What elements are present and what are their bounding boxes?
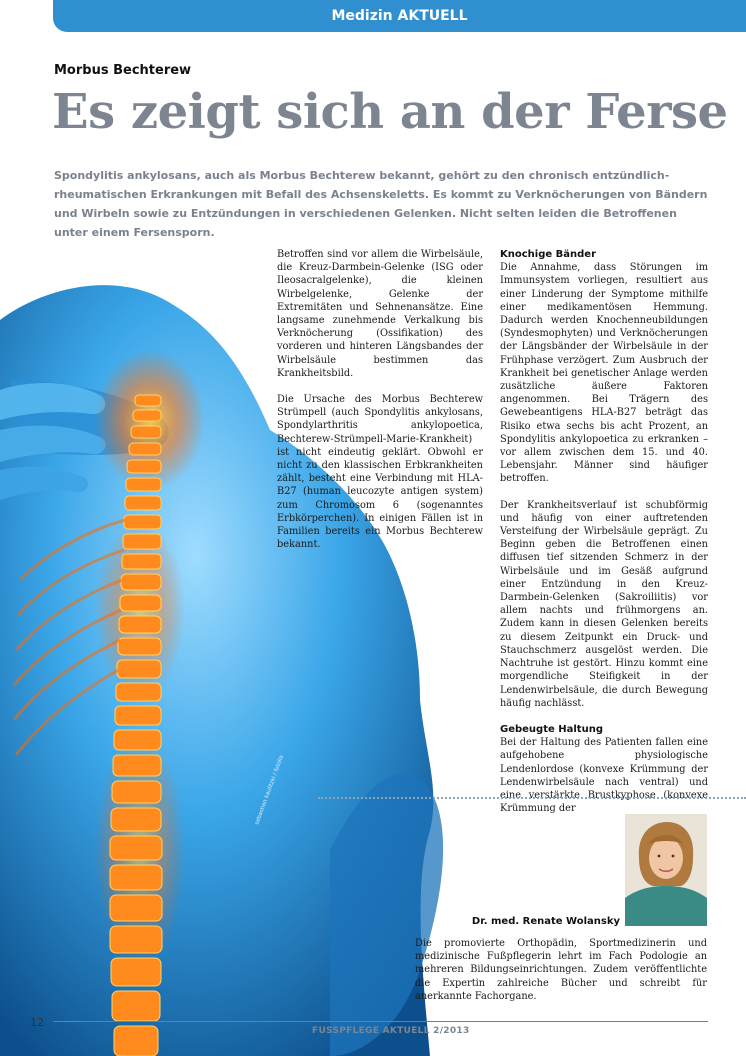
subheading-gebeugte-haltung: Gebeugte Haltung: [500, 723, 603, 735]
section-title: Medizin AKTUELL: [331, 8, 468, 24]
paragraph: Der Krankheitsverlauf ist schubförmig und häufig von einer auftretenden Versteifung der Wirbelsäule geprägt. Zu Beginn geben die Betroffenen einen diffusen tief sitzenden Schmerz in der Wirbelsäule und im Gesäß aufgrund einer Entzündung in den Kreuz-Darmbein-Gelenken (Sakroiliitis) vor allem nachts und frühmorgens an. Zudem kann in diesen Gelenken bereits zu diesem Zeitpunkt ein Druck- und Stauchschmerz ausgelöst werden. Die Nachtruhe ist gestört. Hinzu kommt eine morgendliche Steifigkeit in der Lendenwirbelsäule, die durch Bewegung häufig nachlässt.: [500, 499, 708, 709]
section-divider: [318, 797, 746, 799]
article-lead: Spondylitis ankylosans, auch als Morbus Bechterew bekannt, gehört zu den chronisch entzündlich-rheumatischen Erkrankungen mit Befall des Achsenskeletts. Es kommt zu Verknöcherungen von Bändern und Wirbeln sowie zu Entzündungen in verschiedenen Gelenken. Nicht selten leiden die Betroffenen unter einem Fersensporn.: [54, 169, 708, 239]
author-bio: Die promovierte Orthopädin, Sportmedizinerin und medizinische Fußpflegerin lehrt im Fach Podologie an mehreren Bildungseinrichtungen. Zudem veröffentlichte die Expertin zahlreiche Bücher und schreibt für anerkannte Fachorgane.: [415, 938, 707, 1002]
paragraph: Die Ursache des Morbus Bechterew Strümpell (auch Spondylitis ankylosans, Spondylarthritis ankylopoetica, Bechterew-Strümpell-Marie-Krankheit) ist nicht eindeutig geklärt. Obwohl er nicht zu den klassischen Erbkrankheiten zählt, besteht eine Verbindung mit HLA-B27 (human leucozyte antigen system) zum Chromosom 6 (sogenanntes Erbkörperchen). In einigen Fällen ist in Familien bereits ein Morbus Bechterew bekannt.: [277, 394, 483, 551]
author-name: Dr. med. Renate Wolansky: [471, 916, 620, 927]
page-number: 12: [30, 1016, 44, 1029]
paragraph: Bei der Haltung des Patienten fallen eine aufgehobene physiologische Lendenlordose (konvexe Krümmung der Lendenwirbelsäule nach ventral) und eine verstärkte Brustkyphose (konvexe Krümmung der: [500, 737, 708, 815]
text-column-2: [500, 248, 708, 828]
publication-footer: FUSSPFLEGE AKTUELL 2/2013: [312, 1026, 470, 1036]
paragraph: Die Annahme, dass Störungen im Immunsystem vorliegen, resultiert aus einer Linderung der Symptome mithilfe einer medikamentösen Hemmung. Dadurch werden Knochenneubildungen (Syndesmophyten) und Verknöcherungen der Längsbänder der Wirbelsäule in der Frühphase verzögert. Zum Ausbruch der Krankheit bei genetischer Anlage werden zusätzliche äußere Faktoren angenommen. Bei Trägern des Gewebeantigens HLA-B27 beträgt das Risiko etwa sechs bis acht Prozent, an Spondylitis ankylopoetica zu erkranken – vor allem zwischen dem 15. und 40. Lebensjahr. Männer sind häufiger betroffen.: [500, 262, 708, 485]
footer-rule: [53, 1021, 708, 1022]
author-portrait: [625, 814, 707, 926]
section-header-bar: [53, 0, 746, 32]
subheading-knochige-baender: Knochige Bänder: [500, 249, 596, 260]
article-headline: Es zeigt sich an der Ferse: [52, 84, 728, 140]
paragraph: Betroffen sind vor allem die Wirbelsäule, die Kreuz-Darmbein-Gelenke (ISG oder Ileosacralgelenke), die kleinen Wirbelgelenke, Gelenke der Extremitäten und Sehnenansätze. Eine langsame zunehmende Verkalkung bis Verknöcherung (Ossifikation) des vorderen und hinteren Längsbandes der Wirbelsäule bestimmen das Krankheitsbild.: [277, 249, 483, 379]
text-column-1: [277, 248, 483, 564]
article-kicker: Morbus Bechterew: [54, 63, 192, 78]
image-credit: sebastian kaulitzki / fotolia: [254, 754, 286, 826]
